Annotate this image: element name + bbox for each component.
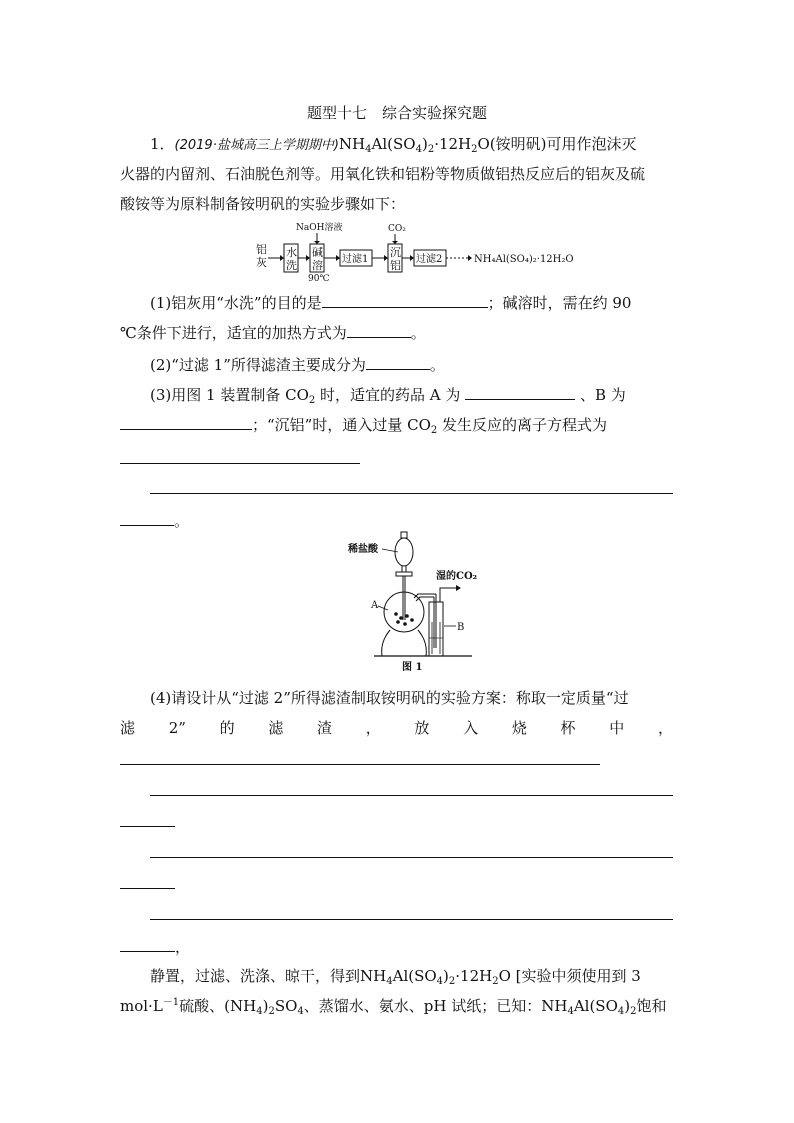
flow-box-wash-text-2: 洗	[286, 259, 297, 272]
round-flask	[384, 592, 424, 632]
question-1-part-3-line-2: ；“沉铝”时，通入过量 $CO_2$ 发生反应的离子方程式为	[120, 414, 673, 435]
answer-line-3[interactable]	[120, 764, 600, 765]
flow-box-filter-1-text: 过滤1	[342, 254, 369, 265]
closing-line-2: $mol\cdot L^{-1}$硫酸、$(NH_4)_2SO_4$、蒸馏水、氨水、pH 试纸；已知：$NH_4Al(SO_4)_2$饱和	[120, 997, 667, 1017]
flow-naoh-label: NaOH溶液	[296, 223, 343, 233]
part-2-text-b: 。	[429, 356, 445, 374]
flow-box-precipitate-text-1: 沉	[390, 246, 401, 259]
funnel-label: 稀盐酸	[348, 544, 378, 555]
spread-word-10: 杯	[560, 719, 576, 737]
flow-box-filter-2-text: 过滤2	[416, 254, 443, 265]
answer-line-1[interactable]	[120, 463, 360, 464]
spread-word-1: 滤	[120, 719, 136, 737]
spread-word-4: 滤	[268, 719, 284, 737]
closing-line-1: 静置，过滤、洗涤、晾干，得到$NH_4Al(SO_4)_2\cdot 12H_2O$ [实验中须使用到 3	[150, 967, 641, 987]
part-3-text-a: (3)用图 1 装置制备 CO	[150, 386, 309, 404]
process-flow-diagram	[250, 220, 580, 282]
answer-line-6[interactable]	[150, 857, 673, 858]
flow-product: NH₄Al(SO₄)₂·12H₂O	[474, 254, 574, 265]
part-3-end-text: 。	[174, 512, 190, 530]
part-2-text-a: (2)“过滤 1”所得滤渣主要成分为	[150, 356, 366, 374]
part-1-text-b: ；碱溶时，需在约 90	[487, 294, 632, 312]
flow-box-dissolve-text-1: 碱	[312, 246, 323, 259]
answer-line-2[interactable]	[150, 493, 673, 494]
question-1-part-2	[150, 354, 673, 375]
part-3-text-e: 发生反应的离子方程式为	[442, 416, 608, 434]
closing-text-d: 硫酸、(NH	[179, 997, 257, 1015]
question-1-line-1: 1．(2019·盐城高三上学期期中)$NH_4Al(SO_4)_2\cdot 12H_2O$(铵明矾)可用作泡沫灭	[150, 135, 637, 155]
part-3-text-b: 时，适宜的药品 A 为	[320, 386, 461, 404]
spread-word-12: ，	[657, 719, 673, 737]
answer-blank-7[interactable]	[120, 936, 175, 952]
gas-label: 湿的CO₂	[436, 571, 478, 582]
label-b: B	[457, 622, 465, 633]
answer-line-4[interactable]	[150, 795, 673, 796]
answer-blank-5[interactable]	[120, 414, 252, 430]
question-1-part-1-line-2	[120, 322, 673, 343]
question-number: 1．	[150, 135, 175, 153]
answer-blank-1[interactable]	[322, 292, 488, 308]
spread-word-9: 烧	[511, 719, 527, 737]
answer-line-8[interactable]	[150, 919, 673, 920]
flow-start-label-1: 铝	[256, 243, 267, 256]
closing-text-h: 饱和	[636, 997, 667, 1015]
part-1-text-a: (1)铝灰用“水洗”的目的是	[150, 294, 322, 312]
question-1-part-1	[150, 292, 673, 313]
spread-word-5: 渣	[317, 719, 333, 737]
part-3-text-c: 、B 为	[579, 386, 626, 404]
question-1-part-3: (3)用图 1 装置制备 $CO_2$ 时，适宜的药品 A 为 、B 为	[150, 386, 626, 406]
spread-word-2: 2”	[168, 719, 186, 737]
flow-box-dissolve-text-2: 溶	[312, 259, 323, 272]
spread-word-7: 放	[414, 719, 430, 737]
flow-box-wash-text-1: 水	[286, 246, 297, 259]
closing-text-a: 静置，过滤、洗涤、晾干，得到	[150, 967, 361, 985]
question-1-part-4: (4)请设计从“过滤 2”所得滤渣制取铵明矾的实验方案：称取一定质量“过	[150, 689, 629, 707]
answer-blank-6[interactable]	[120, 510, 174, 526]
question-1-line-2: 火器的内留剂、石油脱色剂等。用氧化铁和铝粉等物质做铝热反应后的铝灰及硫	[120, 165, 646, 183]
question-source: (2019·盐城高三上学期期中)	[174, 138, 339, 153]
figure-1-apparatus	[340, 530, 490, 675]
spread-word-6: ，	[365, 719, 381, 737]
answer-blank-2[interactable]	[347, 322, 411, 338]
part-4-comma: ，	[175, 938, 191, 956]
closing-text-e: SO	[274, 997, 298, 1015]
answer-line-5[interactable]	[120, 826, 175, 827]
question-1-part-3-end	[120, 510, 673, 531]
closing-text-c: mol·L	[120, 997, 163, 1015]
spread-word-11: 中	[609, 719, 625, 737]
part-1-text-c: ℃条件下进行，适宜的加热方式为	[120, 324, 347, 342]
spread-word-3: 的	[219, 719, 235, 737]
question-1-line-3: 酸铵等为原料制备铵明矾的实验步骤如下：	[120, 195, 406, 213]
answer-line-7[interactable]	[120, 888, 175, 889]
answer-blank-3[interactable]	[366, 354, 430, 370]
closing-text-b: [实验中须使用到 3	[515, 967, 641, 985]
flow-co2-label: CO₂	[388, 224, 406, 234]
spread-word-8: 入	[463, 719, 479, 737]
closing-text-g: Al(SO	[573, 997, 618, 1015]
part-1-text-d: 。	[410, 324, 426, 342]
figure-caption: 图 1	[402, 662, 423, 673]
flow-box-precipitate-text-2: 铝	[390, 259, 401, 272]
intro-text: 可用作泡沫灭	[546, 135, 637, 153]
closing-text-f: 、蒸馏水、氨水、pH 试纸；已知：NH	[303, 997, 568, 1015]
answer-blank-4[interactable]	[465, 384, 575, 400]
page-title: 题型十七 综合实验探究题	[306, 104, 487, 122]
flow-temperature: 90℃	[308, 274, 330, 282]
flow-start-label-2: 灰	[256, 256, 267, 269]
part-3-text-d: ；“沉铝”时，通入过量 CO	[252, 416, 431, 434]
question-1-part-4-line-2	[120, 718, 673, 738]
label-a: A	[371, 600, 379, 611]
question-1-part-4-end	[120, 936, 673, 957]
